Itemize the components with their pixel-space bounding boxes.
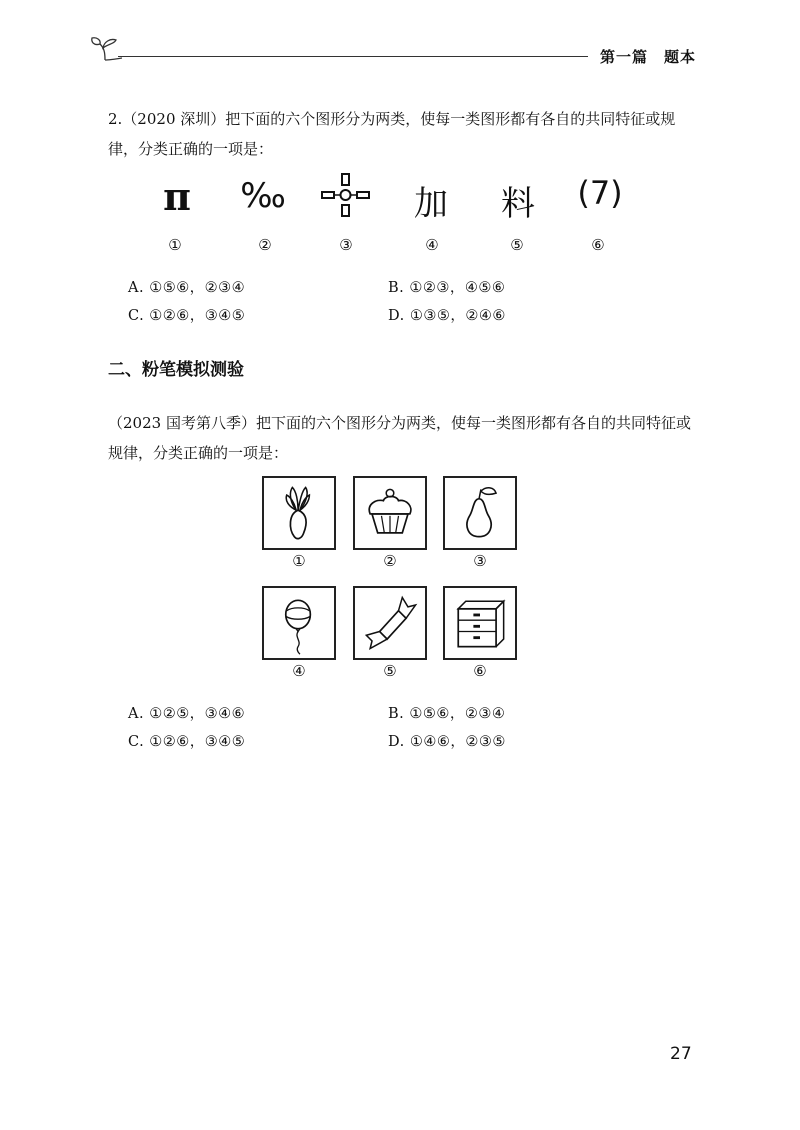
drawer-cabinet-icon: [445, 588, 515, 658]
page-number: 27: [670, 1044, 692, 1064]
q1-label-3: ③: [339, 236, 353, 254]
figure-box-2: [353, 476, 427, 550]
symbol-jia: 加: [414, 184, 448, 224]
q2-label-6: ⑥: [473, 662, 487, 680]
cupcake-icon: [355, 478, 425, 548]
q1-label-6: ⑥: [591, 236, 605, 254]
q1-option-b[interactable]: B. ①②③，④⑤⑥: [388, 280, 506, 296]
q2-option-b[interactable]: B. ①⑤⑥，②③④: [388, 706, 506, 722]
symbol-paren-seven: (7): [577, 174, 623, 212]
q2-label-3: ③: [473, 552, 487, 570]
q2-option-a[interactable]: A. ①②⑤，③④⑥: [128, 706, 246, 722]
q2-label-1: ①: [292, 552, 306, 570]
pear-icon: [445, 478, 515, 548]
symbol-liao: 料: [501, 184, 535, 224]
q1-label-2: ②: [258, 236, 272, 254]
q2-option-d[interactable]: D. ①④⑥，②③⑤: [388, 734, 506, 750]
section-title: 二、粉笔模拟测验: [108, 360, 244, 380]
q1-label-1: ①: [168, 236, 182, 254]
q1-option-d[interactable]: D. ①③⑤，②④⑥: [388, 308, 506, 324]
q2-label-4: ④: [292, 662, 306, 680]
figure-box-1: [262, 476, 336, 550]
balloon-icon: [264, 588, 334, 658]
figure-box-6: [443, 586, 517, 660]
q2-label-5: ⑤: [383, 662, 397, 680]
symbol-pi: π: [163, 174, 191, 219]
radish-icon: [264, 478, 334, 548]
q1-label-4: ④: [425, 236, 439, 254]
header-section-title: 第一篇 题本: [600, 48, 697, 66]
header-rule: [118, 56, 588, 57]
candy-icon: [355, 588, 425, 658]
question1-stem: 2.（2020 深圳）把下面的六个图形分为两类，使每一类图形都有各自的共同特征或规律，分类正确的一项是：: [108, 110, 676, 158]
sprout-icon: [88, 34, 122, 62]
figure-box-3: [443, 476, 517, 550]
symbol-permille: ‰: [240, 176, 286, 216]
q2-label-2: ②: [383, 552, 397, 570]
figure-box-5: [353, 586, 427, 660]
question2-stem: （2023 国考第八季）把下面的六个图形分为两类，使每一类图形都有各自的共同特征或规律，分类正确的一项是：: [108, 414, 691, 462]
figure-box-4: [262, 586, 336, 660]
q1-option-a[interactable]: A. ①⑤⑥，②③④: [128, 280, 246, 296]
q2-option-c[interactable]: C. ①②⑥，③④⑤: [128, 734, 246, 750]
q1-label-5: ⑤: [510, 236, 524, 254]
q1-option-c[interactable]: C. ①②⑥，③④⑤: [128, 308, 246, 324]
cross-figure-icon: [318, 172, 374, 218]
